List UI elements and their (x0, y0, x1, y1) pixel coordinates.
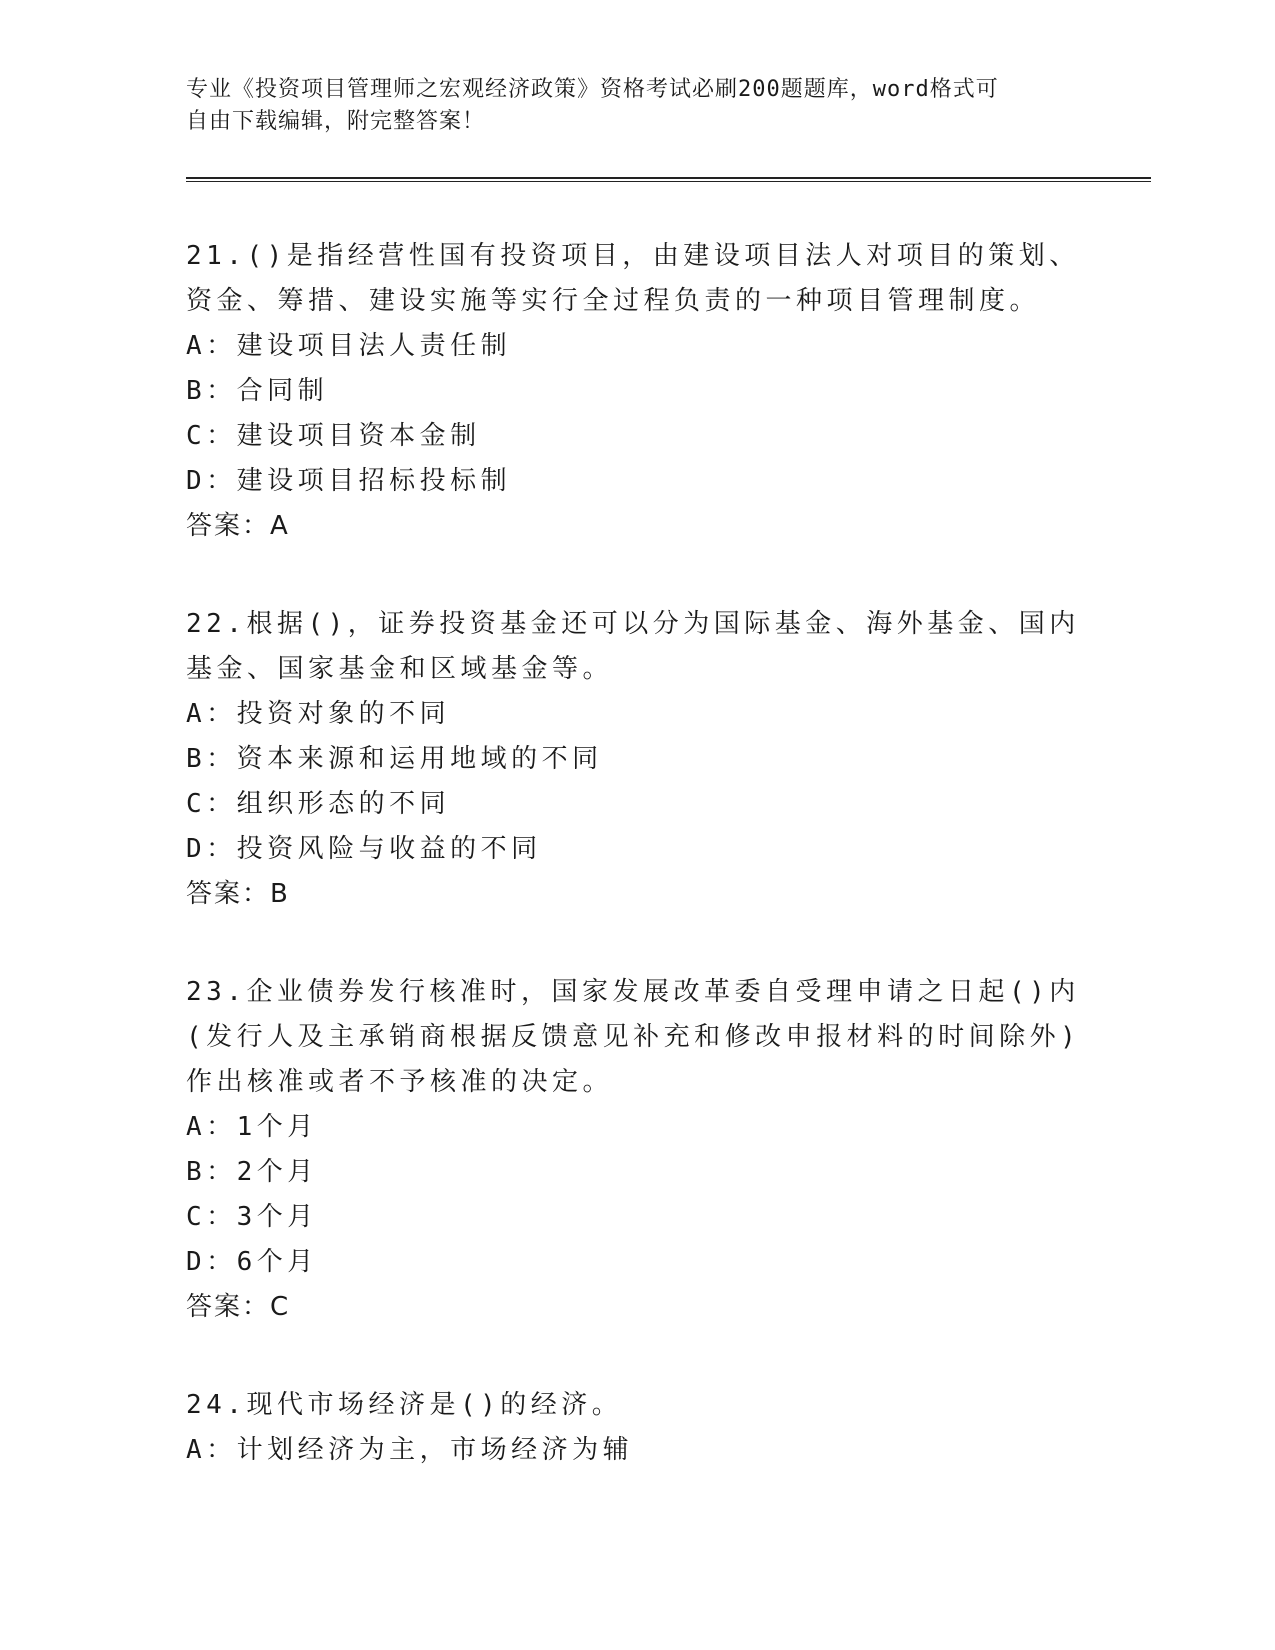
answer-line: 答案：C (186, 1292, 291, 1322)
answer-line: 答案：B (186, 879, 290, 909)
header-line-1: 专业《投资项目管理师之宏观经济政策》资格考试必刷200题题库，word格式可 (186, 77, 999, 102)
option-c: C：组织形态的不同 (186, 789, 451, 819)
answer-line: 答案：A (186, 511, 290, 541)
option-b: B：合同制 (186, 376, 329, 406)
option-a: A：建设项目法人责任制 (186, 331, 512, 361)
question-stem: 21.()是指经营性国有投资项目，由建设项目法人对项目的策划、资金、筹措、建设实施等实行全过程负责的一种项目管理制度。 (186, 241, 1080, 316)
option-a: A：计划经济为主，市场经济为辅 (186, 1435, 634, 1465)
question-stem: 22.根据()，证券投资基金还可以分为国际基金、海外基金、国内基金、国家基金和区域基金等。 (186, 609, 1080, 684)
question-21 (186, 234, 1086, 549)
option-c: C：建设项目资本金制 (186, 421, 481, 451)
option-d: D：投资风险与收益的不同 (186, 834, 542, 864)
option-b: B：2个月 (186, 1157, 318, 1187)
question-23 (186, 970, 1086, 1330)
header-divider (186, 177, 1151, 182)
option-b: B：资本来源和运用地域的不同 (186, 744, 603, 774)
question-stem: 23.企业债券发行核准时，国家发展改革委自受理申请之日起()内(发行人及主承销商根据反馈意见补充和修改申报材料的时间除外)作出核准或者不予核准的决定。 (186, 977, 1081, 1097)
header-line-2: 自由下载编辑，附完整答案！ (186, 109, 486, 134)
option-c: C：3个月 (186, 1202, 318, 1232)
option-d: D：建设项目招标投标制 (186, 466, 512, 496)
question-22 (186, 602, 1086, 917)
option-a: A：投资对象的不同 (186, 699, 451, 729)
option-a: A：1个月 (186, 1112, 318, 1142)
question-stem: 24.现代市场经济是()的经济。 (186, 1390, 623, 1420)
option-d: D：6个月 (186, 1247, 318, 1277)
document-header (186, 74, 1086, 138)
question-24 (186, 1383, 1086, 1473)
question-list (186, 234, 1086, 1526)
